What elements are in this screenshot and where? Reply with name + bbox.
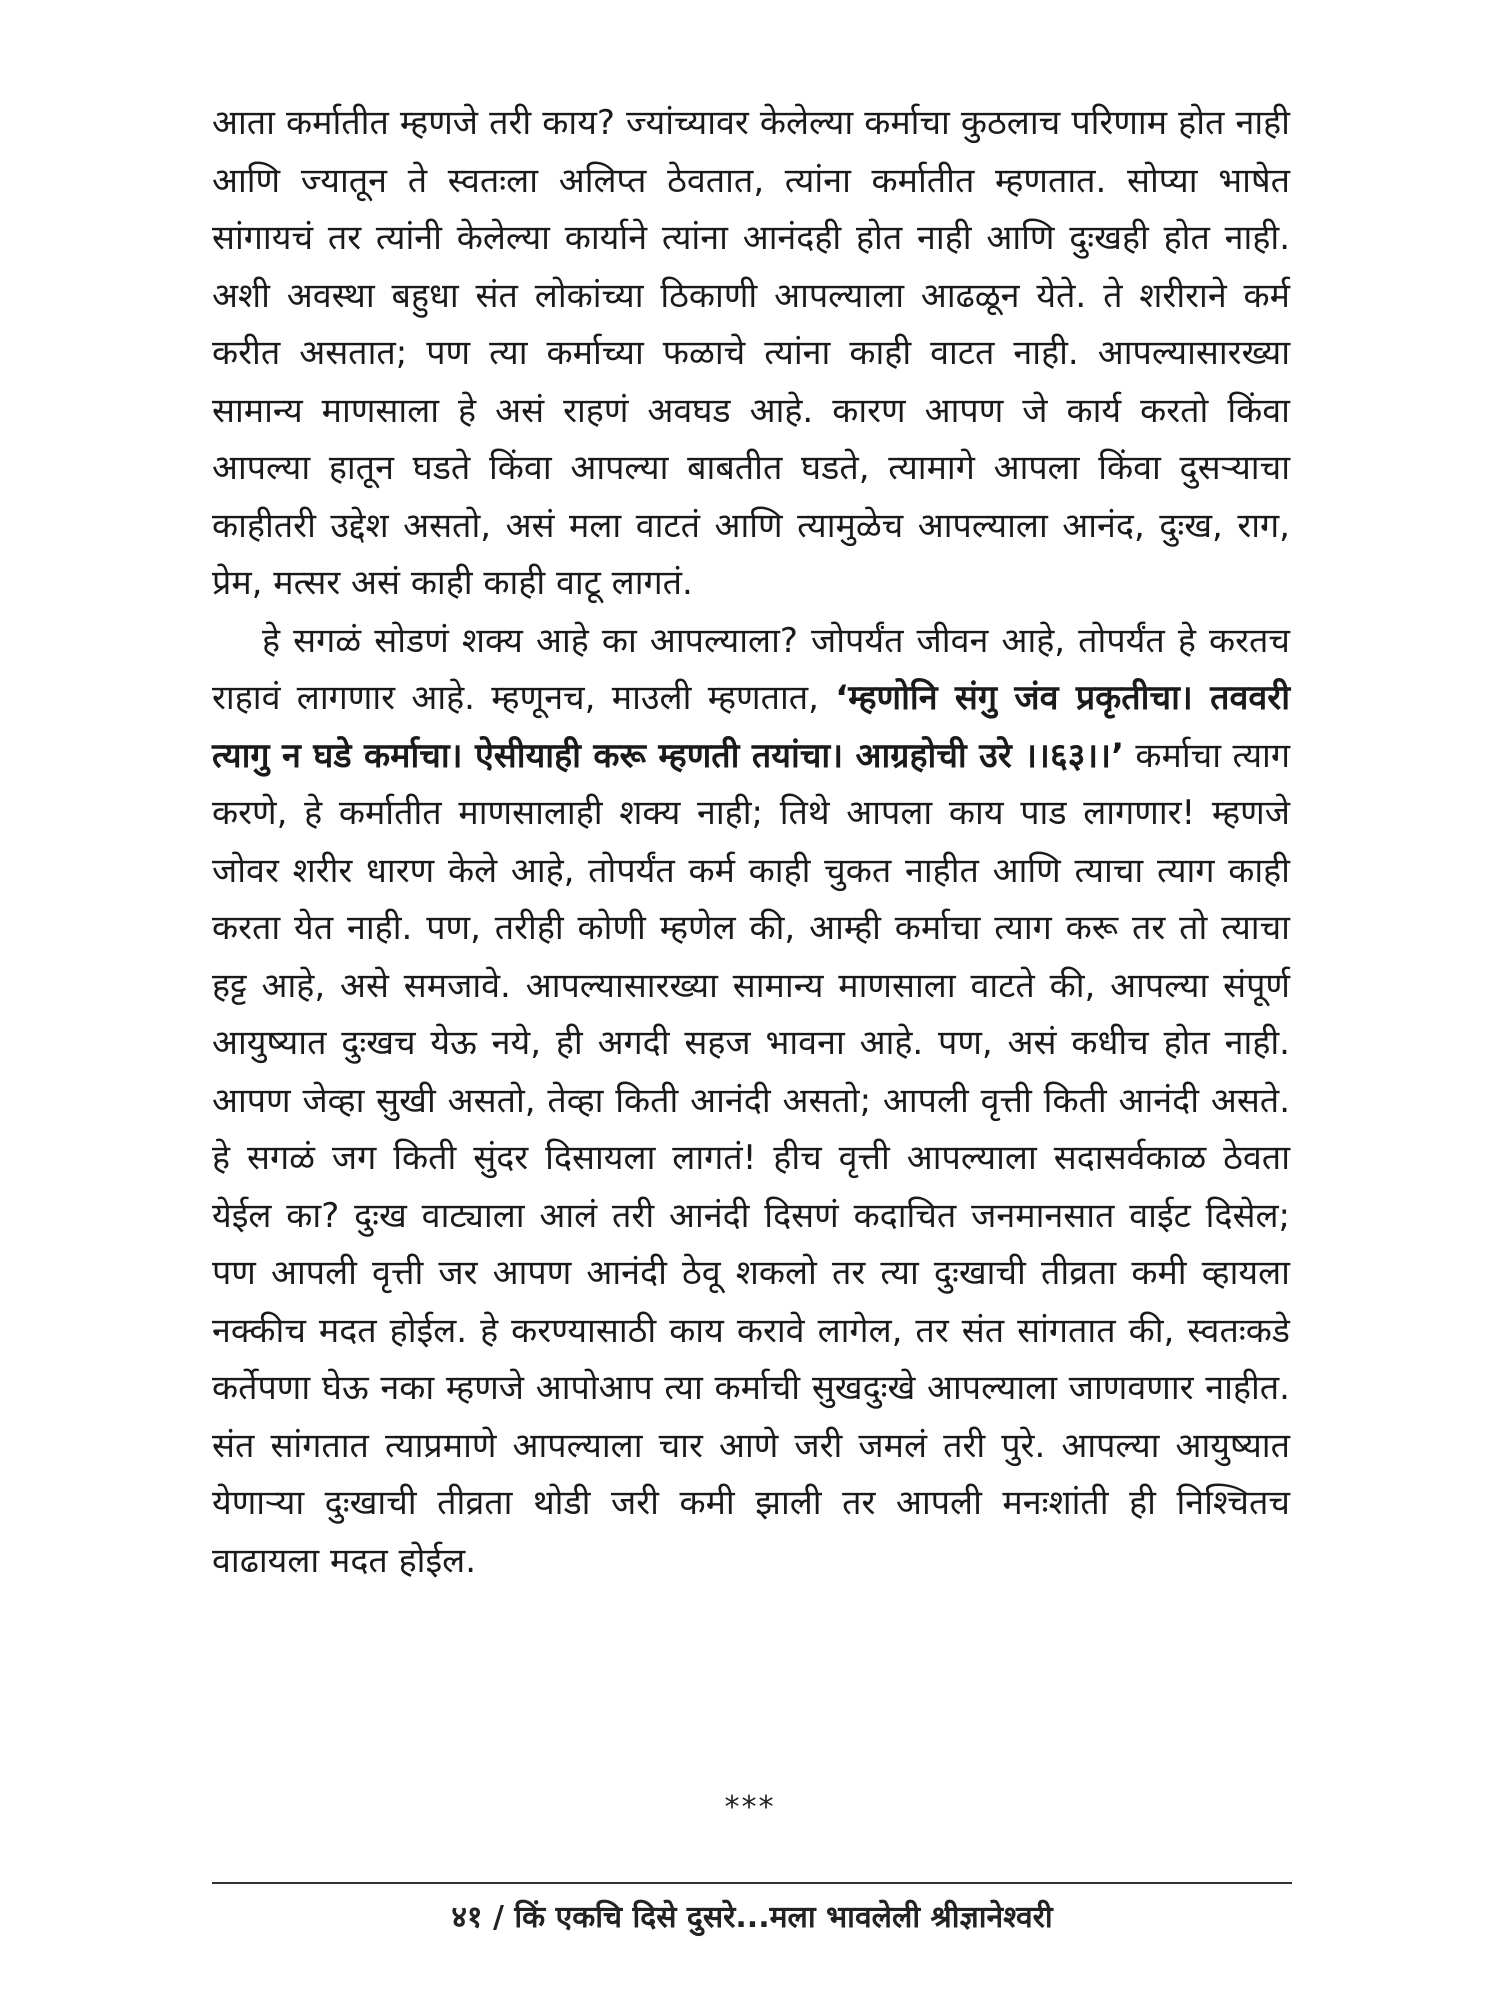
footer-divider xyxy=(212,1882,1292,1884)
dnyaneshwari-quote: ‘म्हणोनि संगु जंव प्रकृतीचा। तववरी त्यागु न घडे कर्माचा। ऐसीयाही करू म्हणती तयांचा। आग्रहोची उरे ।।६३।।’ xyxy=(212,678,1290,776)
page-footer: ४१ / किं एकचि दिसे दुसरे...मला भावलेली श्रीज्ञानेश्वरी xyxy=(451,1900,1053,1935)
paragraph-1: आता कर्मातीत म्हणजे तरी काय? ज्यांच्यावर केलेल्या कर्माचा कुठलाच परिणाम होत नाही आणि ज्यातून ते स्वतःला अलिप्त ठेवतात, त्यांना कर्मातीत म्हणतात. सोप्या भाषेत सांगायचं तर त्यांनी केलेल्या कार्याने त्यांना आनंदही होत नाही आणि दुःखही होत नाही. अशी अवस्था बहुधा संत लोकांच्या ठिकाणी आपल्याला आढळून येते. ते शरीराने कर्म करीत असतात; पण त्या कर्माच्या फळाचे त्यांना काही वाटत नाही. आपल्यासारख्या सामान्य माणसाला हे असं राहणं अवघड आहे. कारण आपण जे कार्य करतो किंवा आपल्या हातून घडते किंवा आपल्या बाबतीत घडते, त्यामागे आपला किंवा दुसऱ्याचा काहीतरी उद्देश असतो, असं मला वाटतं आणि त्यामुळेच आपल्याला आनंद, दुःख, राग, प्रेम, मत्सर असं काही काही वाटू लागतं. xyxy=(212,103,1290,603)
section-separator: *** xyxy=(724,1790,776,1825)
paragraph-2-intro: हे सगळं सोडणं शक्य आहे का आपल्याला? जोपर्यंत जीवन आहे, तोपर्यंत हे करतच राहावं लागणार आहे. म्हणूनच, माउली म्हणतात, xyxy=(212,620,1290,718)
paragraph-2-rest: कर्माचा त्याग करणे, हे कर्मातीत माणसालाही शक्य नाही; तिथे आपला काय पाड लागणार! म्हणजे जोवर शरीर धारण केले आहे, तोपर्यंत कर्म काही चुकत नाहीत आणि त्याचा त्याग काही करता येत नाही. पण, तरीही कोणी म्हणेल की, आम्ही कर्माचा त्याग करू तर तो त्याचा हट्ट आहे, असे समजावे. आपल्यासारख्या सामान्य माणसाला वाटते की, आपल्या संपूर्ण आयुष्यात दुःखच येऊ नये, ही अगदी सहज भावना आहे. पण, असं कधीच होत नाही. आपण जेव्हा सुखी असतो, तेव्हा किती आनंदी असतो; आपली वृत्ती किती आनंदी असते. हे सगळं जग किती सुंदर दिसायला लागतं! हीच वृत्ती आपल्याला सदासर्वकाळ ठेवता येईल का? दुःख वाट्याला आलं तरी आनंदी दिसणं कदाचित जनमानसात वाईट दिसेल; पण आपली वृत्ती जर आपण आनंदी ठेवू शकलो तर त्या दुःखाची तीव्रता कमी व्हायला नक्कीच मदत होईल. हे करण्यासाठी काय करावे लागेल, तर संत सांगतात की, स्वतःकडे कर्तेपणा घेऊ नका म्हणजे आपोआप त्या कर्माची सुखदुःखे आपल्याला जाणवणार नाहीत. संत सांगतात त्याप्रमाणे आपल्याला चार आणे जरी जमलं तरी पुरे. आपल्या आयुष्यात येणाऱ्या दुःखाची तीव्रता थोडी जरी कमी झाली तर आपली मनःशांती ही निश्चितच वाढायला मदत होईल. xyxy=(212,735,1291,1581)
page-body xyxy=(212,95,1290,1590)
paragraph-2 xyxy=(212,613,1290,1591)
